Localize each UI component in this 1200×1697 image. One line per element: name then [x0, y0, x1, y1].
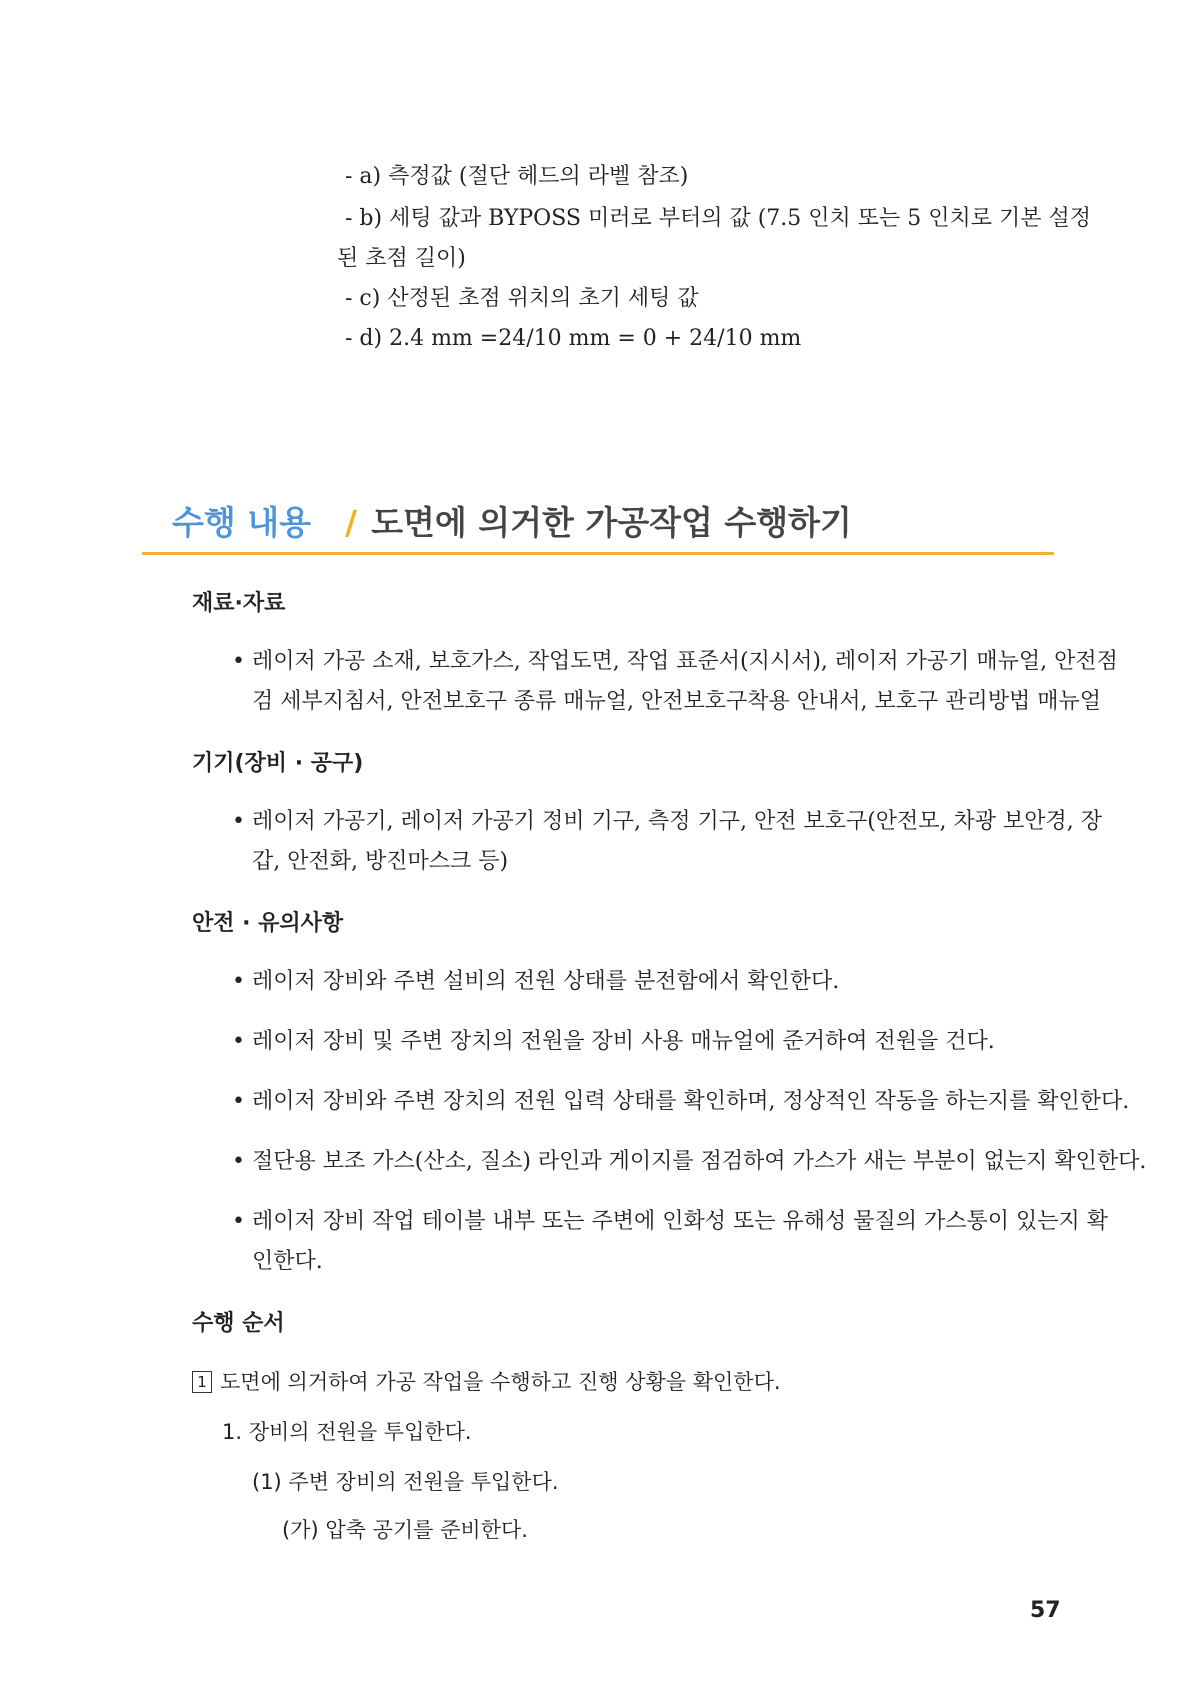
- section-header: [172, 500, 852, 546]
- bullet-icon: •: [232, 1029, 245, 1054]
- list-item-text: 레이저 가공 소재, 보호가스, 작업도면, 작업 표준서(지시서), 레이저 가공기 매뉴얼, 안전점: [252, 649, 1118, 674]
- list-item: 된 초점 길이): [337, 246, 466, 271]
- list-item: - b) 세팅 값과 BYPOSS 미러로 부터의 값 (7.5 인치 또는 5 인치로 기본 설정: [345, 206, 1092, 231]
- list-item-text: 절단용 보조 가스(산소, 질소) 라인과 게이지를 점검하여 가스가 새는 부분이 없는지 확인한다.: [252, 1149, 1147, 1174]
- list-item-text: 레이저 장비와 주변 장치의 전원 입력 상태를 확인하며, 정상적인 작동을 하는지를 확인한다.: [252, 1089, 1130, 1114]
- section-label: 수행 내용: [172, 503, 312, 542]
- bullet-icon: •: [232, 969, 245, 994]
- list-item-text: 레이저 장비와 주변 설비의 전원 상태를 분전함에서 확인한다.: [252, 969, 840, 994]
- section-title: 도면에 의거한 가공작업 수행하기: [371, 503, 852, 542]
- list-item-text: 검 세부지침서, 안전보호구 종류 매뉴얼, 안전보호구착용 안내서, 보호구 관리방법 매뉴얼: [252, 689, 1101, 714]
- list-item: - a) 측정값 (절단 헤드의 라벨 참조): [345, 164, 689, 189]
- list-item: - d) 2.4 mm =24/10 mm = 0 + 24/10 mm: [345, 326, 802, 351]
- bullet-icon: •: [232, 1089, 245, 1114]
- materials-heading: 재료·자료: [192, 591, 286, 616]
- list-item-text: 인한다.: [252, 1249, 323, 1274]
- step-number-box: 1: [192, 1371, 212, 1393]
- equipment-heading: 기기(장비 · 공구): [192, 751, 364, 776]
- section-divider: [142, 552, 1054, 555]
- list-item-text: 갑, 안전화, 방진마스크 등): [252, 849, 509, 874]
- procedure-substep: (가) 압축 공기를 준비한다.: [282, 1518, 528, 1542]
- bullet-icon: •: [232, 1149, 245, 1174]
- procedure-step-text: 도면에 의거하여 가공 작업을 수행하고 진행 상황을 확인한다.: [220, 1370, 781, 1394]
- section-slash: /: [345, 503, 358, 542]
- list-item-text: 레이저 장비 및 주변 장치의 전원을 장비 사용 매뉴얼에 준거하여 전원을 건다.: [252, 1029, 995, 1054]
- list-item-text: 레이저 장비 작업 테이블 내부 또는 주변에 인화성 또는 유해성 물질의 가스통이 있는지 확: [252, 1209, 1108, 1234]
- list-item: - c) 산정된 초점 위치의 초기 세팅 값: [345, 286, 699, 311]
- bullet-icon: •: [232, 649, 245, 674]
- procedure-substep: 1. 장비의 전원을 투입한다.: [222, 1420, 472, 1444]
- page-number: 57: [1030, 1598, 1061, 1623]
- safety-heading: 안전 · 유의사항: [192, 911, 344, 936]
- bullet-icon: •: [232, 809, 245, 834]
- procedure-substep: (1) 주변 장비의 전원을 투입한다.: [252, 1470, 559, 1494]
- bullet-icon: •: [232, 1209, 245, 1234]
- procedure-heading: 수행 순서: [192, 1311, 285, 1336]
- list-item-text: 레이저 가공기, 레이저 가공기 정비 기구, 측정 기구, 안전 보호구(안전모, 차광 보안경, 장: [252, 809, 1103, 834]
- procedure-step: [192, 1366, 781, 1396]
